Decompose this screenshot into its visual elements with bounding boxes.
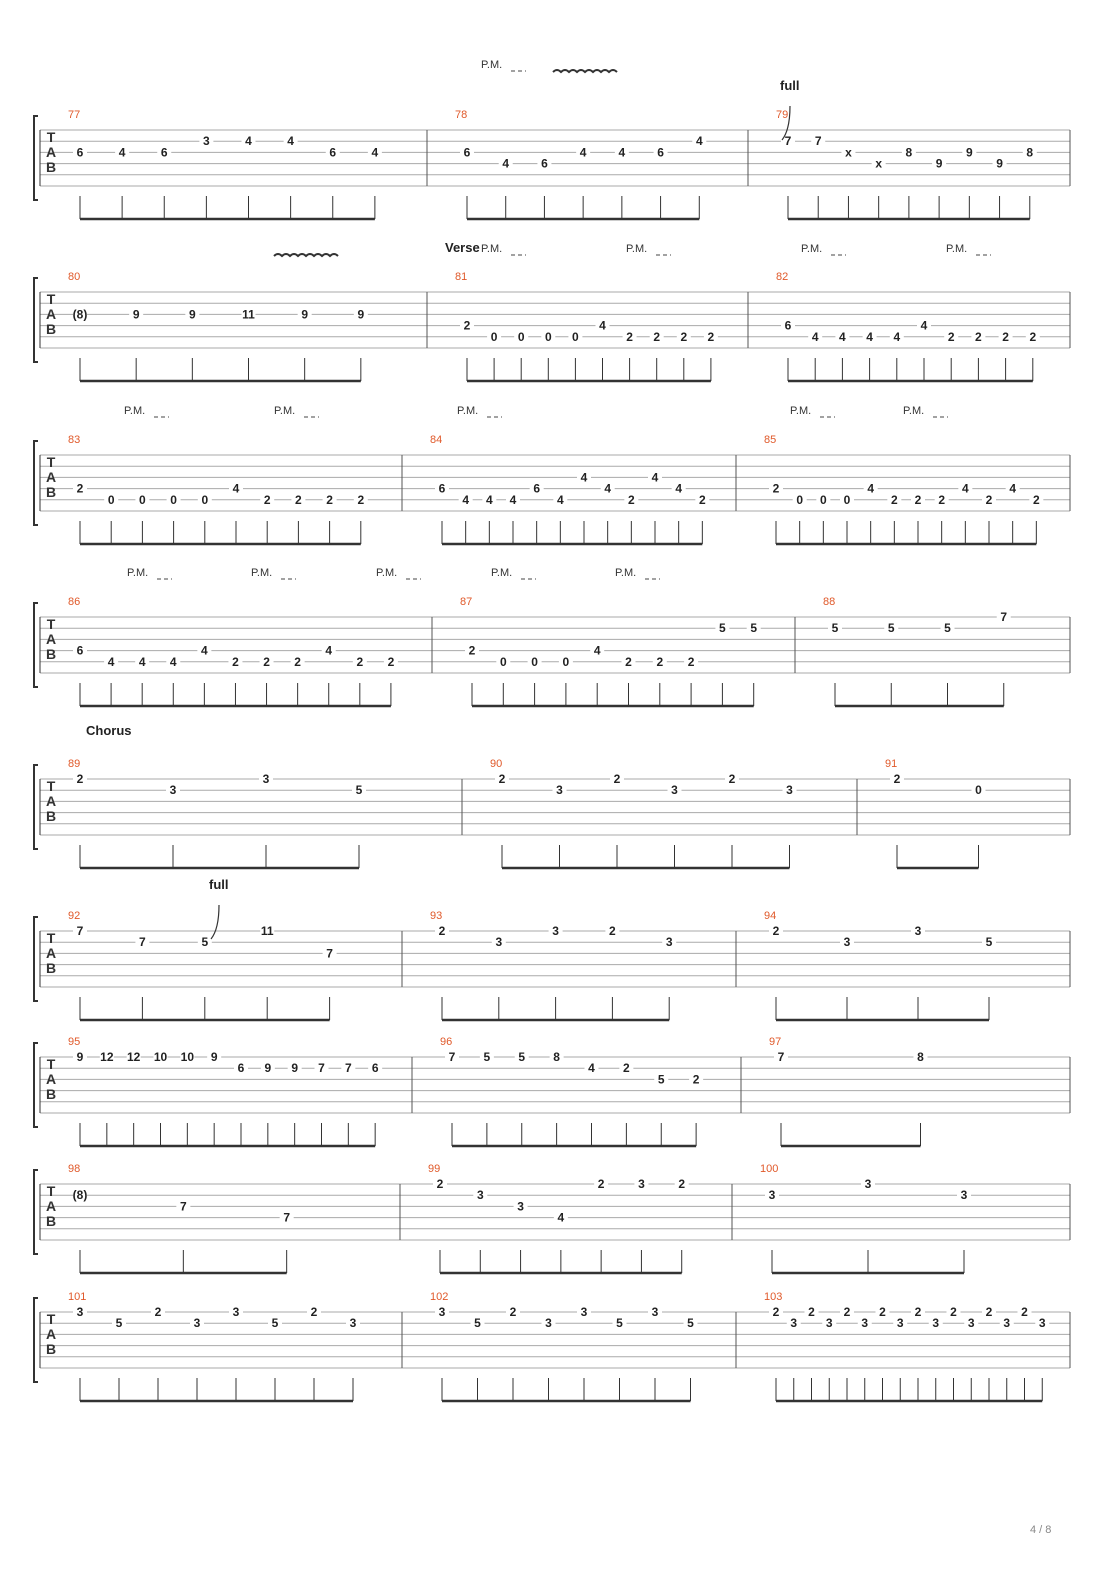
- fret-number: 2: [728, 772, 736, 786]
- fret-number: 9: [132, 307, 140, 322]
- measure-number: 87: [460, 596, 473, 608]
- fret-number: x: [845, 145, 852, 160]
- system-bracket: [34, 917, 38, 1001]
- fret-number: 9: [935, 156, 943, 171]
- palm-mute-label: P.M.: [491, 567, 513, 579]
- fret-number: 3: [825, 1316, 833, 1331]
- fret-number: 6: [463, 145, 471, 160]
- bend-label: full: [780, 78, 800, 93]
- fret-number: 6: [784, 318, 792, 333]
- fret-number: 3: [967, 1316, 975, 1331]
- fret-number: 12: [126, 1050, 141, 1064]
- fret-number: 9: [996, 156, 1003, 171]
- system-bracket: [34, 116, 38, 200]
- fret-number: 7: [784, 134, 792, 149]
- fret-number: 7: [283, 1210, 291, 1225]
- fret-number: 7: [777, 1050, 785, 1064]
- measure-number: 85: [764, 434, 777, 446]
- measure-number: 90: [490, 758, 503, 770]
- fret-number: 3: [665, 935, 673, 950]
- fret-number: 2: [1029, 329, 1037, 344]
- fret-number: 2: [950, 1305, 957, 1319]
- fret-number: 4: [579, 145, 587, 160]
- fret-number: 7: [814, 134, 822, 149]
- fret-number: 4: [866, 329, 873, 344]
- fret-number: 8: [1026, 145, 1034, 160]
- vibrato-mark: [553, 70, 617, 72]
- fret-number: 5: [985, 935, 993, 950]
- fret-number: 5: [944, 621, 951, 636]
- fret-number: 6: [237, 1061, 245, 1076]
- fret-number: 2: [623, 1061, 630, 1076]
- fret-number: 2: [468, 643, 476, 658]
- system-bracket: [34, 1298, 38, 1382]
- fret-number: 2: [687, 654, 695, 669]
- tab-clef-letter: T: [46, 454, 56, 470]
- fret-number: 6: [329, 145, 337, 160]
- fret-number: 5: [657, 1072, 665, 1087]
- fret-number: 2: [890, 492, 898, 507]
- fret-number: 0: [107, 492, 115, 507]
- fret-number: 2: [772, 924, 780, 938]
- fret-number: 3: [960, 1188, 968, 1203]
- fret-number: 3: [1003, 1316, 1011, 1331]
- fret-number: 4: [651, 470, 659, 485]
- fret-number: 10: [153, 1050, 168, 1064]
- fret-number: 2: [509, 1305, 517, 1319]
- system-bracket: [34, 441, 38, 525]
- fret-number: 4: [107, 654, 115, 669]
- fret-number: 2: [656, 654, 664, 669]
- tab-clef-letter: B: [45, 646, 57, 662]
- fret-number: 5: [887, 621, 895, 636]
- fret-number: 2: [387, 654, 395, 669]
- vibrato-mark: [274, 254, 338, 256]
- palm-mute-label: P.M.: [274, 405, 296, 417]
- tab-clef-letter: B: [45, 960, 57, 976]
- fret-number: 6: [76, 643, 84, 658]
- fret-number: (8): [72, 1188, 88, 1203]
- fret-number: 3: [349, 1316, 357, 1331]
- fret-number: 3: [861, 1316, 869, 1331]
- fret-number: 4: [811, 329, 819, 344]
- palm-mute-label: P.M.: [790, 405, 812, 417]
- fret-number: 4: [462, 492, 470, 507]
- palm-mute-label: P.M.: [127, 567, 149, 579]
- fret-number: 3: [232, 1305, 240, 1319]
- measure-number: 98: [68, 1163, 81, 1175]
- fret-number: 3: [76, 1305, 84, 1319]
- tab-clef-letter: A: [45, 1198, 57, 1214]
- fret-number: 2: [294, 654, 301, 669]
- fret-number: 4: [893, 329, 901, 344]
- fret-number: 2: [609, 924, 616, 938]
- fret-number: 4: [485, 492, 493, 507]
- tab-clef-letter: T: [46, 129, 56, 145]
- fret-number: 5: [616, 1316, 623, 1331]
- fret-number: 0: [562, 654, 570, 669]
- fret-number: 2: [914, 492, 922, 507]
- palm-mute-label: P.M.: [457, 405, 479, 417]
- fret-number: 4: [245, 134, 252, 149]
- fret-number: 4: [325, 643, 333, 658]
- palm-mute-label: P.M.: [801, 243, 823, 255]
- measure-number: 78: [455, 109, 468, 121]
- fret-number: 4: [588, 1061, 595, 1076]
- tab-clef-letter: T: [46, 778, 56, 794]
- fret-number: 9: [965, 145, 973, 160]
- tab-clef-letter: A: [45, 144, 57, 160]
- system-bracket: [34, 603, 38, 687]
- fret-number: 4: [618, 145, 626, 160]
- palm-mute-label: P.M.: [376, 567, 398, 579]
- fret-number: 7: [318, 1061, 325, 1076]
- fret-number: 3: [262, 772, 270, 786]
- fret-number: 2: [707, 329, 715, 344]
- fret-number: 4: [287, 134, 294, 149]
- fret-number: 0: [201, 492, 209, 507]
- system-bracket: [34, 1043, 38, 1127]
- tab-clef-letter: B: [45, 159, 57, 175]
- fret-number: 4: [201, 643, 208, 658]
- fret-number: 3: [193, 1316, 201, 1331]
- tab-clef-letter: B: [45, 1086, 57, 1102]
- fret-number: 2: [627, 492, 635, 507]
- measure-number: 102: [430, 1291, 449, 1303]
- fret-number: 4: [920, 318, 928, 333]
- fret-number: 3: [651, 1305, 659, 1319]
- fret-number: 2: [626, 329, 633, 344]
- fret-number: 3: [671, 783, 678, 798]
- fret-number: 2: [232, 654, 239, 669]
- fret-number: 4: [502, 156, 510, 171]
- fret-number: 2: [436, 1177, 444, 1191]
- fret-number: 4: [232, 481, 240, 496]
- fret-number: 3: [552, 924, 559, 938]
- fret-number: 2: [808, 1305, 815, 1319]
- section-label: Chorus: [86, 723, 132, 738]
- fret-number: 3: [843, 935, 851, 950]
- fret-number: 6: [541, 156, 548, 171]
- measure-number: 101: [68, 1291, 87, 1303]
- tab-clef-letter: A: [45, 945, 57, 961]
- fret-number: 3: [768, 1188, 776, 1203]
- fret-number: 9: [210, 1050, 218, 1064]
- fret-number: 8: [917, 1050, 924, 1064]
- tab-clef-letter: T: [46, 1183, 56, 1199]
- tab-clef-letter: T: [46, 1056, 56, 1072]
- fret-number: 11: [260, 924, 274, 938]
- fret-number: 4: [138, 654, 146, 669]
- fret-number: 2: [1002, 329, 1009, 344]
- fret-number: 7: [448, 1050, 456, 1064]
- fret-number: 2: [597, 1177, 605, 1191]
- fret-number: 4: [371, 145, 379, 160]
- fret-number: 3: [638, 1177, 645, 1191]
- fret-number: 0: [499, 654, 507, 669]
- fret-number: 10: [180, 1050, 195, 1064]
- fret-number: 4: [593, 643, 601, 658]
- measure-number: 100: [760, 1163, 779, 1175]
- fret-number: 4: [509, 492, 517, 507]
- fret-number: 2: [76, 772, 84, 786]
- fret-number: 3: [495, 935, 503, 950]
- tab-clef-letter: A: [45, 793, 57, 809]
- fret-number: 9: [76, 1050, 84, 1064]
- tab-clef-letter: B: [45, 1341, 57, 1357]
- tab-clef-letter: B: [45, 321, 57, 337]
- fret-number: 3: [517, 1199, 524, 1214]
- fret-number: 2: [680, 329, 688, 344]
- measure-number: 77: [68, 109, 81, 121]
- fret-number: 3: [932, 1316, 940, 1331]
- fret-number: (8): [72, 307, 88, 322]
- fret-number: 0: [170, 492, 177, 507]
- fret-number: 3: [438, 1305, 446, 1319]
- palm-mute-label: P.M.: [481, 59, 503, 71]
- palm-mute-label: P.M.: [481, 243, 503, 255]
- fret-number: 5: [483, 1050, 491, 1064]
- fret-number: 4: [599, 318, 606, 333]
- fret-number: 2: [692, 1072, 700, 1087]
- tab-clef-letter: A: [45, 306, 57, 322]
- fret-number: 2: [613, 772, 621, 786]
- fret-number: 5: [115, 1316, 123, 1331]
- tab-clef-letter: B: [45, 484, 57, 500]
- fret-number: 5: [750, 621, 758, 636]
- fret-number: 0: [544, 329, 552, 344]
- fret-number: 3: [169, 783, 177, 798]
- fret-number: 2: [356, 654, 364, 669]
- fret-number: x: [875, 156, 883, 171]
- tab-clef-letter: A: [45, 469, 57, 485]
- fret-number: 2: [295, 492, 302, 507]
- fret-number: 2: [310, 1305, 318, 1319]
- fret-number: 2: [947, 329, 955, 344]
- fret-number: 7: [139, 935, 146, 950]
- palm-mute-label: P.M.: [124, 405, 146, 417]
- fret-number: 2: [263, 492, 271, 507]
- fret-number: 2: [678, 1177, 686, 1191]
- measure-number: 89: [68, 758, 81, 770]
- fret-number: 4: [695, 134, 703, 149]
- fret-number: 9: [301, 307, 309, 322]
- fret-number: 2: [154, 1305, 162, 1319]
- fret-number: 6: [76, 145, 84, 160]
- fret-number: 4: [961, 481, 969, 496]
- fret-number: 4: [118, 145, 126, 160]
- system-bracket: [34, 765, 38, 849]
- fret-number: 0: [819, 492, 827, 507]
- fret-number: 2: [76, 481, 84, 496]
- measure-number: 80: [68, 271, 81, 283]
- fret-number: 2: [463, 318, 471, 333]
- fret-number: 2: [985, 1305, 993, 1319]
- measure-number: 103: [764, 1291, 783, 1303]
- fret-number: 2: [653, 329, 661, 344]
- fret-number: 2: [879, 1305, 886, 1319]
- measure-number: 94: [764, 910, 777, 922]
- fret-number: 0: [572, 329, 579, 344]
- fret-number: 2: [625, 654, 632, 669]
- fret-number: 2: [357, 492, 365, 507]
- section-label: Verse: [445, 240, 480, 255]
- fret-number: 0: [975, 783, 982, 798]
- fret-number: 2: [1032, 492, 1040, 507]
- fret-number: 7: [179, 1199, 187, 1214]
- measure-number: 96: [440, 1036, 453, 1048]
- measure-number: 99: [428, 1163, 441, 1175]
- fret-number: 3: [786, 783, 793, 798]
- fret-number: 3: [790, 1316, 798, 1331]
- fret-number: 4: [867, 481, 875, 496]
- fret-number: 7: [344, 1061, 352, 1076]
- tab-clef-letter: A: [45, 1326, 57, 1342]
- fret-number: 2: [985, 492, 993, 507]
- fret-number: 9: [291, 1061, 299, 1076]
- fret-number: 4: [557, 1210, 565, 1225]
- fret-number: 5: [719, 621, 726, 636]
- fret-number: 3: [203, 134, 210, 149]
- fret-number: 9: [188, 307, 196, 322]
- fret-number: 9: [264, 1061, 272, 1076]
- fret-number: 2: [438, 924, 446, 938]
- measure-number: 79: [776, 109, 789, 121]
- page-number: 4 / 8: [1030, 1524, 1052, 1536]
- fret-number: 4: [839, 329, 846, 344]
- fret-number: 5: [831, 621, 839, 636]
- fret-number: 4: [675, 481, 683, 496]
- measure-number: 82: [776, 271, 789, 283]
- fret-number: 5: [474, 1316, 481, 1331]
- fret-number: 6: [533, 481, 541, 496]
- fret-number: 5: [271, 1316, 279, 1331]
- tab-clef-letter: B: [45, 1213, 57, 1229]
- tab-clef-letter: T: [46, 1311, 56, 1327]
- fret-number: 3: [545, 1316, 552, 1331]
- measure-number: 83: [68, 434, 81, 446]
- measure-number: 86: [68, 596, 81, 608]
- fret-number: 3: [476, 1188, 484, 1203]
- fret-number: 0: [843, 492, 851, 507]
- fret-number: 2: [938, 492, 946, 507]
- fret-number: 2: [498, 772, 506, 786]
- fret-number: 7: [326, 946, 333, 961]
- tab-clef-letter: T: [46, 291, 56, 307]
- fret-number: 3: [864, 1177, 872, 1191]
- measure-number: 84: [430, 434, 443, 446]
- fret-number: 12: [100, 1050, 114, 1064]
- fret-number: 2: [772, 1305, 780, 1319]
- fret-number: 2: [263, 654, 270, 669]
- measure-number: 93: [430, 910, 443, 922]
- fret-number: 5: [518, 1050, 526, 1064]
- fret-number: 11: [242, 307, 255, 322]
- fret-number: 2: [914, 1305, 922, 1319]
- palm-mute-label: P.M.: [251, 567, 273, 579]
- system-bracket: [34, 278, 38, 362]
- measure-number: 92: [68, 910, 81, 922]
- fret-number: 2: [1021, 1305, 1028, 1319]
- tab-clef-letter: T: [46, 930, 56, 946]
- fret-number: 5: [687, 1316, 694, 1331]
- fret-number: 8: [905, 145, 913, 160]
- fret-number: 0: [531, 654, 538, 669]
- palm-mute-label: P.M.: [626, 243, 648, 255]
- tab-clef-letter: B: [45, 808, 57, 824]
- fret-number: 6: [371, 1061, 379, 1076]
- fret-number: 0: [796, 492, 804, 507]
- fret-number: 6: [657, 145, 664, 160]
- measure-number: 97: [769, 1036, 782, 1048]
- fret-number: 2: [772, 481, 780, 496]
- fret-number: 5: [201, 935, 209, 950]
- fret-number: 6: [160, 145, 168, 160]
- tab-clef-letter: A: [45, 631, 57, 647]
- bend-arrow: [211, 905, 219, 939]
- fret-number: 4: [604, 481, 612, 496]
- fret-number: 2: [843, 1305, 851, 1319]
- fret-number: 7: [1000, 610, 1008, 624]
- fret-number: 4: [580, 470, 588, 485]
- fret-number: 4: [1009, 481, 1017, 496]
- fret-number: 2: [975, 329, 982, 344]
- fret-number: 3: [914, 924, 922, 938]
- bend-label: full: [209, 877, 229, 892]
- measure-number: 81: [455, 271, 468, 283]
- fret-number: 8: [553, 1050, 560, 1064]
- fret-number: 3: [556, 783, 563, 798]
- fret-number: 3: [896, 1316, 904, 1331]
- palm-mute-label: P.M.: [615, 567, 637, 579]
- fret-number: 6: [438, 481, 446, 496]
- measure-number: 91: [885, 758, 898, 770]
- fret-number: 0: [517, 329, 525, 344]
- fret-number: 2: [326, 492, 333, 507]
- tab-clef-letter: A: [45, 1071, 57, 1087]
- fret-number: 5: [355, 783, 363, 798]
- measure-number: 95: [68, 1036, 81, 1048]
- fret-number: 2: [698, 492, 706, 507]
- fret-number: 7: [76, 924, 84, 938]
- fret-number: 4: [169, 654, 177, 669]
- fret-number: 3: [580, 1305, 588, 1319]
- palm-mute-label: P.M.: [946, 243, 968, 255]
- fret-number: 4: [556, 492, 564, 507]
- fret-number: 0: [490, 329, 498, 344]
- system-bracket: [34, 1170, 38, 1254]
- palm-mute-label: P.M.: [903, 405, 925, 417]
- tab-clef-letter: T: [46, 616, 56, 632]
- fret-number: 2: [893, 772, 901, 786]
- fret-number: 3: [1038, 1316, 1046, 1331]
- measure-number: 88: [823, 596, 836, 608]
- fret-number: 9: [357, 307, 365, 322]
- fret-number: 0: [139, 492, 146, 507]
